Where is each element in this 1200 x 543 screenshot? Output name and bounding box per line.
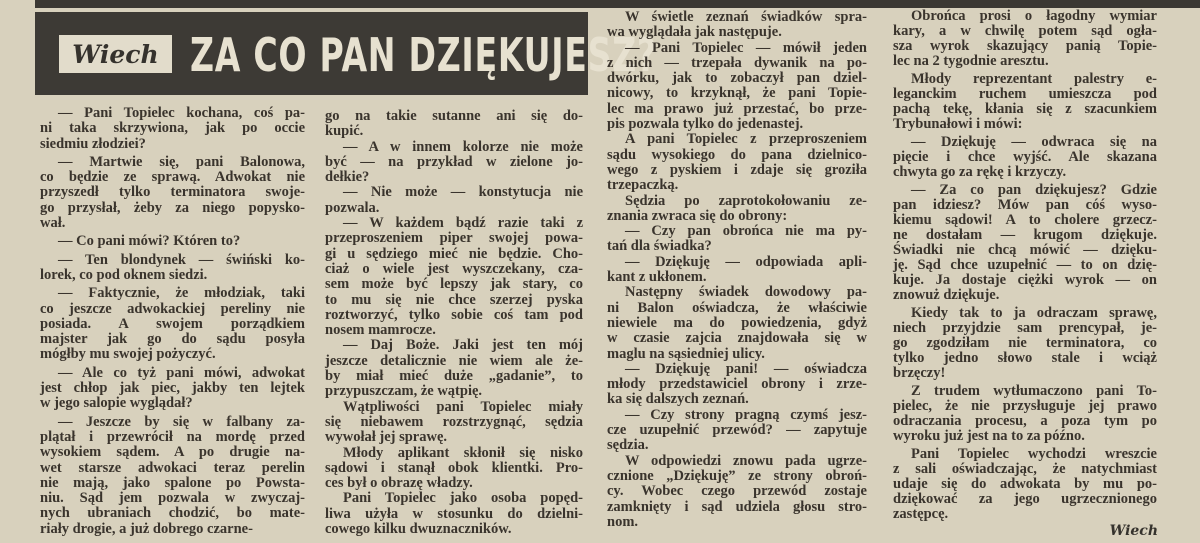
text-line: kiemu sądowi! A to cholere grzecz- [893,212,1157,228]
text-line: nom. [607,513,639,530]
text-line: wa wyglądała jak następuje. [607,24,782,41]
text-line: — Czy pan obrońca nie ma py- [625,223,867,240]
paragraph [325,216,583,338]
text-line: wysokiem sądem. A po drugie na- [40,444,305,461]
text-line: go przysłał, żeby za niego popysko- [40,199,305,216]
text-line: dwórku, jak to zobaczył pan dziel- [607,70,867,87]
text-line: kuje. Ja dostaje ciężki wyrok — on [893,272,1157,288]
author-logo: Wiech [59,35,172,73]
top-rule [35,0,1200,8]
text-line: pięcie i chce wyjść. Ale skazana [893,149,1157,165]
text-line: cznione „Dziękuję” ze strony obroń- [607,467,867,484]
paragraph [325,400,583,446]
paragraph [607,408,867,454]
text-line: zastępcę. [893,506,949,522]
paragraph [325,491,583,537]
text-line: niewiele ma do powiedzenia, gdyż [607,314,867,331]
text-line: posiada. A swojem porządkiem [40,315,305,332]
article-header [35,12,657,95]
paragraph [325,338,583,399]
text-line: Następny świadek dowodowy pa- [625,284,867,301]
text-line: lec na 2 tygodnie aresztu. [893,53,1049,69]
text-line: w jego salopie wyglądał? [40,395,193,412]
paragraph [607,41,867,133]
text-line: niu. Sąd jem pozwala w zwyczaj- [40,490,305,507]
text-line: wego z pyskiem i zdaje się groziła [607,161,867,178]
text-line: jest chłop jak piec, jakby ten lejtek [40,380,305,397]
text-line: Wątpliwości pani Topielec miały [343,398,583,415]
text-line: znania zwraca się do obrony: [607,207,788,224]
text-line: w czasie zajcia znajdowała się w [607,330,867,347]
paragraph [607,194,867,225]
text-line: młody przedstawiciel obrony i zrze- [607,376,867,393]
text-line: ję. Sąd chce uzupełnić — to on dzię- [893,257,1157,273]
text-line: mógłby mu swojej pożyczyć. [40,346,216,363]
text-line: pachą tekę, kłania się z szacunkiem [893,101,1157,117]
text-line: kant z ukłonem. [607,269,707,286]
text-line: niech przyjdzie sam prencypał, je- [893,320,1157,336]
text-line: Obrońca prosi o łagodny wymiar [911,8,1157,24]
text-line: sem może być lepszy jak stary, co [325,276,583,293]
text-line: liwa użyła w stosunku do dzielni- [325,505,583,522]
text-line: ciaż o wiele jest wyszczekany, cza- [325,260,583,277]
text-line: — Pani Topielec kochana, coś pa- [58,105,305,121]
paragraph [607,10,867,41]
text-line: ni taka skrzywiona, jak po occie [40,120,305,137]
text-line: maglu na sąsiedniej ulicy. [607,345,765,362]
text-line: — Martwie się, pani Balonowa, [58,153,305,170]
text-line: wał. [40,215,66,232]
paragraph [893,384,1157,444]
text-line: nie mają, jako spalone po Powsta- [40,474,305,491]
paragraph [893,447,1157,522]
column-1 [40,106,305,540]
text-line: wet starsze adwokaci teraz perelin [40,459,305,476]
text-line: leganckim ruchem umieszcza pod [893,86,1157,102]
paragraph [893,9,1157,69]
paragraph [325,109,583,140]
text-line: wyroku już jest na to za późno. [893,428,1085,444]
text-line: z sali oświadczając, że natychmiast [893,461,1157,477]
text-line: się niebawem rozstrzygnąć, sędzia [325,413,583,430]
paragraph [607,285,867,361]
text-line: co jeszcze adwokackiej pereliny nie [40,300,305,317]
article-title: ZA CO PAN DZIĘKUJESZ? [190,28,657,82]
paragraph [325,185,583,216]
text-line: pan idziesz? Mów pan cóś wyso- [893,197,1157,213]
text-line: Młody reprezentant palestry e- [911,71,1157,87]
text-line: cze uzupełnić przewód? — zapytuje [607,422,867,439]
paragraph [40,106,305,152]
text-line: lorek, co pod oknem siedzi. [40,266,208,283]
author-signature: Wiech [1109,523,1158,539]
text-line: — Ten blondynek — świński ko- [58,251,305,268]
text-line: sędzia. [607,437,649,454]
text-line: nicowy, to krzyknął, że pani Topie- [607,85,867,102]
paragraph [40,253,305,284]
text-line: jeszcze detalicznie nie wiem ale że- [325,352,583,369]
text-line: dełkie? [325,169,370,186]
text-line: przypuszczam, że wątpię. [325,383,483,400]
text-line: W odpowiedzi znowu pada ugrze- [625,452,867,469]
text-line: Młody aplikant skłonił się nisko [343,444,583,461]
text-line: pielec, że nie przysługuje jej prawo [893,398,1157,414]
text-line: gi u sędziego mieć nie będzie. Cho- [325,245,583,262]
text-line: — Jeszcze by się w falbany za- [58,413,305,430]
text-line: siedmiu złodziei? [40,135,146,152]
text-line: brzęczy! [893,365,946,381]
text-line: sądowi i stanął obok klientki. Pro- [325,459,583,476]
text-line: Świadki nie chcą mówić — dzięku- [893,242,1157,258]
text-line: — Za co pan dziękujesz? Gdzie [911,182,1157,198]
text-line: — Pani Topielec — mówił jeden [625,39,867,56]
text-line: tań dla świadka? [607,238,712,255]
text-line: Pani Topielec jako osoba popęd- [343,490,583,507]
column-2 [325,109,583,537]
text-line: — Nie może — konstytucja nie [343,184,583,201]
paragraph [607,132,867,193]
text-line: ni Balon oświadcza, że właściwie [607,299,867,316]
text-line: trzepaczką. [607,177,679,194]
text-line: pozwala. [325,199,380,216]
text-line: nych ubraniach chodzić, bo mate- [40,505,305,522]
text-line: Kiedy tak to ja odraczam sprawę, [911,305,1157,321]
text-line: ne dostałam — krugom dziękuje. [893,227,1157,243]
text-line: riały drogie, a już dobrego czarne- [40,520,253,537]
text-line: — Dziękuję pani! — oświadcza [625,360,867,377]
text-line: go zgodziłam nie terminatora, co [893,335,1157,351]
text-line: odraczania procesu, a poza tym po [893,413,1157,429]
text-line: — W każdem bądź razie taki z [343,215,583,232]
text-line: W świetle zeznań świadków spra- [625,9,867,25]
text-line: być — na przykład w zielone jo- [325,153,583,170]
text-line: sądu wysokiego do pana dzielnico- [607,146,867,163]
text-line: majster jak go do sądu posyła [40,331,305,348]
text-line: chwyta go za rękę i krzyczy. [893,164,1067,180]
text-line: — Czy strony pragną czymś jesz- [625,406,867,423]
paragraph [893,72,1157,132]
text-line: kupić. [325,123,364,140]
paragraph [40,366,305,412]
text-line: Trybunałowi i mówi: [893,116,1023,132]
text-line: by miał mieć duże „gadanie”, to [325,368,583,385]
paragraph [40,234,305,249]
paragraph [893,306,1157,381]
paragraph [40,415,305,537]
text-line: Sędzia po zaprotokołowaniu ze- [625,192,867,209]
text-line: zamknięty i sąd udziela głosu stro- [607,498,867,515]
text-line: sza wyrok skazujący panią Topie- [893,38,1157,54]
text-line: lec ma prawo już przestać, bo prze- [607,100,867,117]
text-line: co będzie ze sprawą. Adwokat nie [40,169,305,186]
text-line: — Ale co tyż pani mówi, adwokat [58,364,305,381]
text-line: przyszedł tylko terminatora swoje- [40,184,305,201]
text-line: plątał i przewrócił na mordę przed [40,428,305,445]
text-line: Z trudem wytłumaczono pani To- [911,383,1157,399]
paragraph [607,362,867,408]
text-line: kary, a w chwilę potem sąd ogła- [893,23,1157,39]
text-line: — Daj Boże. Jaki jest ten mój [343,337,583,354]
paragraph [607,255,867,286]
text-line: — Faktycznie, że młodziak, taki [58,285,305,302]
paragraph [607,454,867,530]
paragraph [40,286,305,362]
paragraph [325,446,583,492]
text-line: cowego kilku dwuznaczników. [325,521,512,538]
text-line: go na takie sutanne ani się do- [325,108,583,124]
text-line: udaje się do adwokata by mu po- [893,476,1157,492]
text-line: Pani Topielec wychodzi wreszcie [911,446,1157,462]
text-line: — Dziękuję — odwraca się na [911,134,1157,150]
column-4 [893,9,1157,525]
paragraph [893,135,1157,180]
text-line: tylko jedno słowo stale i wciąż [893,350,1157,366]
paragraph [607,224,867,255]
paragraph [325,140,583,186]
text-line: nosem mamrocze. [325,322,436,339]
paragraph [40,155,305,231]
paragraph [893,183,1157,303]
text-line: ka się dalszych zeznań. [607,391,749,408]
text-line: pis pozwala tylko do jedenastej. [607,116,804,133]
text-line: A pani Topielec z przeproszeniem [625,131,867,148]
text-line: z nich — trzepała dywanik na po- [607,54,867,71]
column-3 [607,10,867,530]
text-line: cy. Wobec czego przewód zostaje [607,483,867,500]
text-line: dziękować za jego ugrzecznionego [893,491,1157,507]
text-line: — A w innem kolorze nie może [343,138,583,155]
text-line: to mu się nie chce szerzej pyska [325,291,583,308]
text-line: znowuż dziękuje. [893,287,1000,303]
text-line: wywołał jej sprawę. [325,429,448,446]
text-line: przeproszeniem piper swojej powa- [325,230,583,247]
text-line: — Dziękuję — odpowiada apli- [625,253,867,270]
text-line: ces był o obrazę władzy. [325,475,473,492]
text-line: roztworzyć, tylko sobie coś tam pod [325,306,583,323]
text-line: — Co pani mówi? Któren to? [58,233,241,250]
